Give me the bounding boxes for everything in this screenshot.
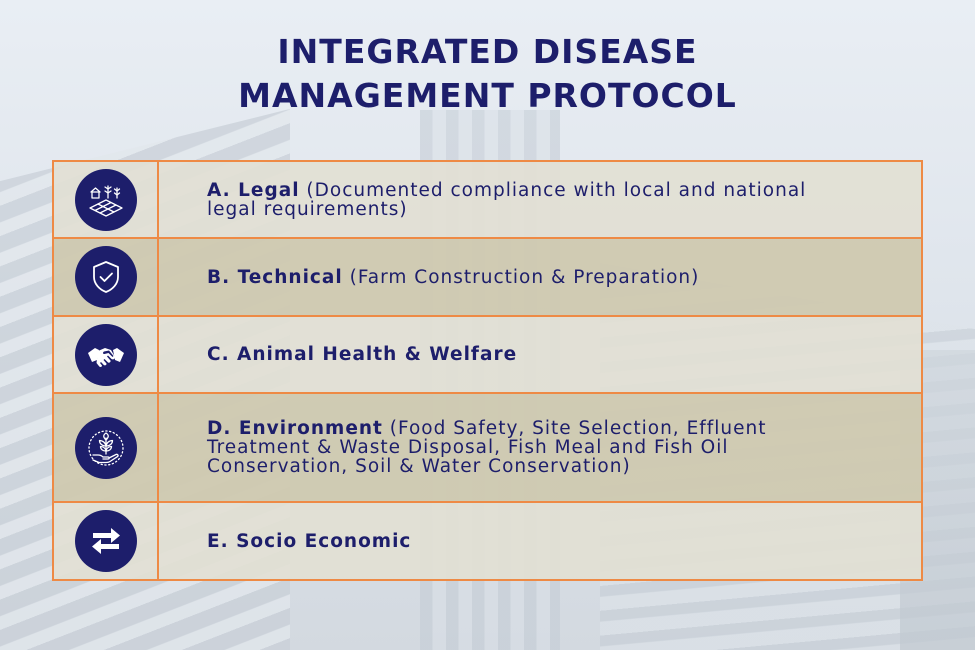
table-row-technical bbox=[54, 239, 921, 317]
row-heading: D. Environment bbox=[207, 418, 383, 439]
row-text bbox=[159, 503, 921, 579]
row-text-content bbox=[207, 532, 411, 551]
row-text-content bbox=[207, 345, 517, 364]
icon-cell bbox=[54, 317, 159, 392]
handshake-icon bbox=[75, 324, 137, 386]
icon-cell bbox=[54, 239, 159, 315]
page-title bbox=[0, 30, 975, 118]
shield-check-icon bbox=[75, 246, 137, 308]
table-row-animal-health bbox=[54, 317, 921, 394]
icon-cell bbox=[54, 394, 159, 501]
plant-in-hand-icon bbox=[75, 417, 137, 479]
row-text bbox=[159, 317, 921, 392]
row-text-content bbox=[207, 181, 861, 219]
protocol-table bbox=[52, 160, 923, 581]
row-heading: E. Socio Economic bbox=[207, 530, 412, 552]
table-row-socio-economic bbox=[54, 503, 921, 579]
row-text-content bbox=[207, 419, 861, 476]
exchange-arrows-icon bbox=[75, 510, 137, 572]
table-row-legal bbox=[54, 162, 921, 239]
row-detail: (Documented compliance with local and national legal requirements) bbox=[207, 179, 807, 220]
row-text bbox=[159, 162, 921, 237]
row-heading: B. Technical bbox=[207, 266, 343, 288]
row-text bbox=[159, 239, 921, 315]
row-heading: A. Legal bbox=[207, 179, 300, 201]
farm-field-icon bbox=[75, 169, 137, 231]
row-text-content bbox=[207, 268, 699, 287]
row-detail: (Farm Construction & Preparation) bbox=[342, 266, 700, 288]
icon-cell bbox=[54, 162, 159, 237]
row-text bbox=[159, 394, 921, 501]
title-line-1: INTEGRATED DISEASE bbox=[277, 32, 698, 71]
icon-cell bbox=[54, 503, 159, 579]
title-line-2: MANAGEMENT PROTOCOL bbox=[238, 76, 737, 115]
row-detail: (Food Safety, Site Selection, Effluent Treatment & Waste Disposal, Fish Meal and Fish Oil Conservation, Soil & Water Conservation) bbox=[207, 418, 767, 477]
row-heading: C. Animal Health & Welfare bbox=[207, 344, 518, 365]
table-row-environment bbox=[54, 394, 921, 503]
